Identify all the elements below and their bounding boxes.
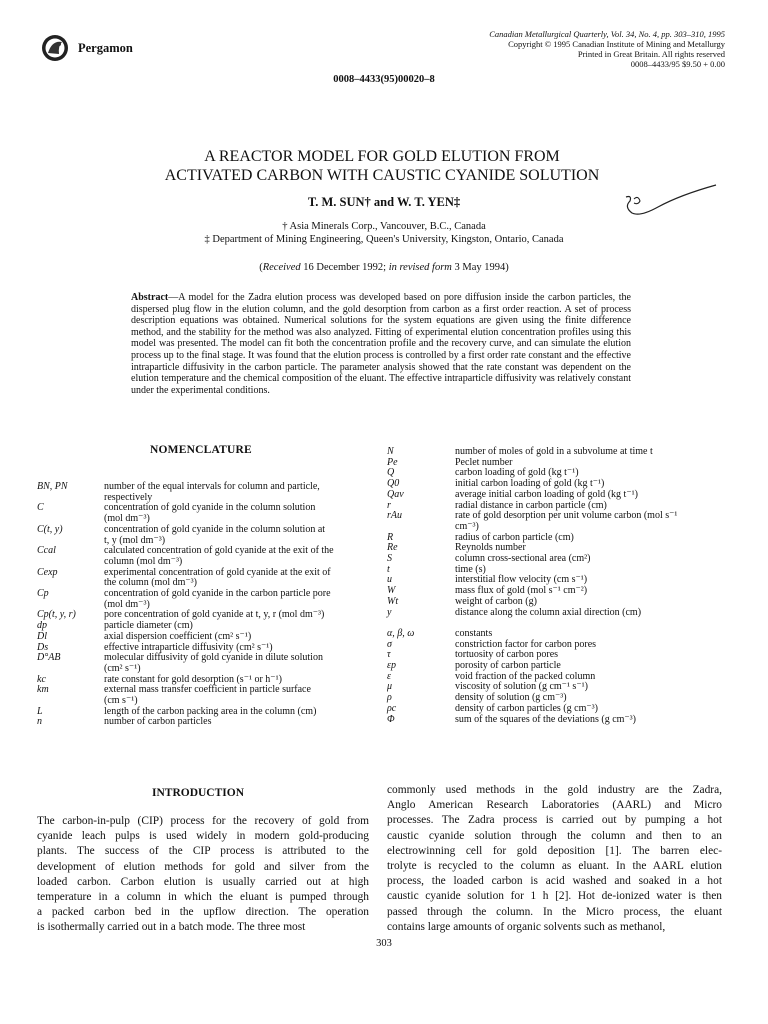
nomenclature-symbol: Φ [387, 713, 395, 725]
nomenclature-symbol: BN, PN [37, 481, 68, 492]
definition-line: interstitial flow velocity (cm s⁻¹) [455, 574, 588, 586]
nomenclature-entry [37, 653, 369, 674]
nomenclature-symbol: Cexp [37, 566, 58, 578]
nomenclature-symbol: μ [387, 681, 393, 693]
definition-line: rate constant for gold desorption (s⁻¹ or h⁻¹) [104, 673, 282, 685]
nomenclature-symbol: dp [37, 620, 47, 632]
definition-line: cm⁻³) [455, 520, 479, 532]
abstract-text: —A model for the Zadra elution process was developed based on pore diffusion inside the carbon particles, the dispersed plug flow in the elution column, and the gold desorption from carbon as a first order reaction. A set of process description equations was obtained. Numerical solutions for the system equations are given using the finite difference method, and the stability for the method was also analyzed. Fitting of experimental elution concentration profiles using this model was presented. The model can fit both the concentration profile and the recovery curve, and can simulate the elution process up to the final stage. It was found that the elution process is controlled by a first order rate constant and the effective intraparticle diffusivity in the carbon particle. The parameter analysis showed that the rate constant was dependent on the elution temperature and the chemical composition of the eluant. The effective intraparticle diffusivity was relatively constant under the experimental conditions. [131, 292, 631, 396]
nomenclature-entry [387, 608, 732, 619]
nomenclature-definition [455, 715, 732, 726]
affiliations [0, 220, 768, 246]
nomenclature-definition [455, 704, 732, 715]
nomenclature-symbol: ρ [387, 692, 392, 704]
text-line: development of elution methods for gold and silver from the [37, 860, 369, 873]
nomenclature-entry [37, 589, 369, 610]
definition-line: rate of gold desorption per unit volume carbon (mol s⁻¹ [455, 510, 678, 522]
text-line: loaded carbon. Carbon elution is usually carried out at high [37, 875, 369, 888]
text-line: caustic cyanide solution for 1 h [2]. Hot de-ionized water is then [387, 890, 722, 903]
nomenclature-symbol: ρc [387, 702, 397, 714]
abstract-label: Abstract [131, 292, 169, 303]
nomenclature-symbol: τ [387, 649, 391, 661]
received-date: 16 December 1992 [303, 262, 384, 273]
definition-line: external mass transfer coefficient in particle surface [104, 684, 311, 696]
text-line: electrowinning cell for gold deposition [1]. The barren elec- [387, 844, 722, 857]
definition-line: experimental concentration of gold cyanide at the exit of [104, 566, 331, 578]
nomenclature-definition [455, 554, 732, 565]
nomenclature-symbol: y [387, 606, 392, 618]
nomenclature-entry [387, 447, 732, 458]
definition-line [455, 618, 732, 629]
nomenclature-symbol: σ [387, 638, 392, 650]
nomenclature-entry [37, 482, 369, 503]
definition-line: carbon loading of gold (kg t⁻¹) [455, 467, 579, 479]
nomenclature-heading: NOMENCLATURE [150, 444, 252, 456]
text-line: Anglo American Research Laboratories (AARL) and Micro [387, 799, 722, 812]
nomenclature-symbol: Pe [387, 456, 398, 468]
nomenclature-symbol: D°AB [37, 652, 61, 664]
nomenclature-entry [387, 618, 732, 629]
nomenclature-entry [387, 640, 732, 651]
definition-line: tortuosity of carbon pores [455, 649, 559, 661]
nomenclature-symbol: t [387, 563, 390, 575]
nomenclature-definition [455, 511, 732, 532]
definition-line: density of carbon particles (g cm⁻³) [455, 702, 598, 714]
definition-line: pore concentration of gold cyanide at t, y, r (mol dm⁻³) [104, 609, 325, 621]
publisher-name: Pergamon [78, 41, 133, 55]
nomenclature-entry [387, 511, 732, 532]
nomenclature-definition [104, 717, 369, 728]
nomenclature-right [387, 447, 732, 725]
revised-label: in revised form [388, 262, 452, 273]
nomenclature-definition [104, 525, 369, 546]
definition-line: weight of carbon (g) [455, 595, 537, 607]
nomenclature-symbol: u [387, 574, 392, 586]
text-line: cyanide leach pulps is used widely in modern gold-producing [37, 830, 369, 843]
nomenclature-symbol: n [37, 716, 42, 728]
nomenclature-entry [387, 586, 732, 597]
definition-line: length of the carbon packing area in the column (cm) [104, 705, 317, 717]
definition-line: concentration of gold cyanide in the carbon particle pore [104, 588, 331, 600]
nomenclature-symbol: S [387, 553, 392, 565]
definition-line: molecular diffusivity of gold cyanide in dilute solution [104, 652, 323, 664]
nomenclature-entry [37, 685, 369, 706]
nomenclature-symbol: ε [387, 670, 391, 682]
page-number: 303 [376, 938, 392, 949]
nomenclature-symbol: Dl [37, 630, 47, 642]
nomenclature-symbol: L [37, 705, 43, 717]
nomenclature-entry [37, 632, 369, 643]
definition-line: the column (mol dm⁻³) [104, 577, 197, 589]
text-line: passed through the column. In the Micro process, the eluant [387, 905, 722, 918]
nomenclature-entry [37, 503, 369, 524]
definition-line: (cm s⁻¹) [104, 695, 138, 707]
text-line: a packed carbon bed in the upflow direction. The operation [37, 906, 369, 919]
affiliation-line: † Asia Minerals Corp., Vancouver, B.C., Canada [282, 221, 486, 232]
nomenclature-definition [104, 685, 369, 706]
nomenclature-definition [455, 490, 732, 501]
nomenclature-entry [37, 568, 369, 589]
nomenclature-symbol: Cp(t, y, r) [37, 609, 76, 621]
nomenclature-symbol: Q [387, 467, 395, 479]
definition-line: concentration of gold cyanide in the column solution at [104, 523, 326, 535]
definition-line: effective intraparticle diffusivity (cm² s⁻¹) [104, 641, 273, 653]
definition-line: time (s) [455, 563, 486, 575]
definition-line: average initial carbon loading of gold (kg t⁻¹) [455, 488, 638, 500]
nomenclature-symbol: r [387, 499, 391, 511]
definition-line: density of solution (g cm⁻³) [455, 692, 567, 704]
nomenclature-entry [387, 554, 732, 565]
nomenclature-symbol: C(t, y) [37, 523, 63, 535]
definition-line: distance along the column axial direction (cm) [455, 606, 642, 618]
definition-line: concentration of gold cyanide in the column solution [104, 502, 316, 514]
definition-line: number of moles of gold in a subvolume at time t [455, 446, 653, 457]
definition-line: respectively [104, 491, 153, 503]
nomenclature-definition [104, 546, 369, 567]
definition-line: (mol dm⁻³) [104, 598, 150, 610]
definition-line: sum of the squares of the deviations (g cm⁻³) [455, 713, 637, 725]
nomenclature-entry [387, 490, 732, 501]
nomenclature-symbol: W [387, 585, 396, 597]
definition-line: column cross-sectional area (cm²) [455, 553, 591, 565]
definition-line: t, y (mol dm⁻³) [104, 534, 166, 546]
journal-citation: Canadian Metallurgical Quarterly, Vol. 34, No. 4, pp. 303–310, 1995 [489, 29, 725, 39]
nomenclature-symbol: rAu [387, 510, 402, 522]
introduction-column-left [37, 814, 369, 936]
definition-line: radial distance in carbon particle (cm) [455, 499, 607, 511]
definition-line: number of the equal intervals for column and particle, [104, 481, 320, 492]
definition-line: axial dispersion coefficient (cm² s⁻¹) [104, 630, 252, 642]
nomenclature-entry [387, 597, 732, 608]
doi-code: 0008–4433(95)00020–8 [333, 74, 435, 85]
nomenclature-entry [387, 704, 732, 715]
definition-line: constants [455, 627, 493, 639]
nomenclature-definition [455, 618, 732, 629]
nomenclature-definition [104, 568, 369, 589]
nomenclature-symbol: Ccal [37, 545, 56, 557]
nomenclature-symbol: Wt [387, 595, 399, 607]
text-line: plants. The success of the CIP process is attributed to the [37, 845, 369, 858]
text-line: is isothermally carried out in a batch mode. The three most [37, 921, 306, 934]
nomenclature-entry [387, 533, 732, 544]
text-line: process, the loaded carbon is acid washed and soaked in a hot [387, 875, 722, 888]
nomenclature-symbol: km [37, 684, 49, 696]
definition-line: (mol dm⁻³) [104, 513, 150, 525]
definition-line: porosity of carbon particle [455, 660, 561, 672]
introduction-column-right [387, 783, 722, 935]
received-label: Received [262, 262, 301, 273]
definition-line: void fraction of the packed column [455, 670, 596, 682]
copyright-line: Copyright © 1995 Canadian Institute of Mining and Metallurgy [508, 39, 725, 49]
text-line: trolyte is recycled to the column as eluant. In the AARL elution [387, 860, 722, 873]
nomenclature-definition [104, 632, 369, 643]
text-line: The carbon-in-pulp (CIP) process for the recovery of gold from [37, 815, 369, 827]
definition-line: (cm² s⁻¹) [104, 662, 141, 674]
introduction-heading: INTRODUCTION [152, 787, 245, 799]
nomenclature-entry [37, 717, 369, 728]
definition-line: constriction factor for carbon pores [455, 638, 597, 650]
definition-line: column (mol dm⁻³) [104, 555, 183, 567]
affiliation-line: ‡ Department of Mining Engineering, Queen's University, Kingston, Ontario, Canada [204, 234, 564, 245]
definition-line: Peclet number [455, 456, 513, 468]
nomenclature-symbol: Q0 [387, 478, 400, 490]
nomenclature-definition [455, 608, 732, 619]
definition-line: mass flux of gold (mol s⁻¹ cm⁻²) [455, 585, 588, 597]
text-line: commonly used methods in the gold industry are the Zadra, [387, 784, 722, 796]
nomenclature-symbol: C [37, 502, 44, 514]
nomenclature-symbol: Qav [387, 488, 404, 500]
title-line: ACTIVATED CARBON WITH CAUSTIC CYANIDE SOLUTION [164, 167, 600, 184]
text-line: processes. The Zadra process is carried out by pumping a hot [387, 814, 722, 827]
revised-date: 3 May 1994 [454, 262, 506, 273]
nomenclature-definition [104, 589, 369, 610]
pergamon-logo-icon [38, 33, 74, 63]
nomenclature-symbol: Ds [37, 641, 49, 653]
nomenclature-definition [104, 503, 369, 524]
nomenclature-symbol: N [387, 446, 394, 457]
handwritten-annotation-icon [618, 183, 718, 221]
nomenclature-symbol: εp [387, 660, 396, 672]
text-line: caustic cyanide solution through the column and then to an [387, 829, 722, 842]
definition-line: initial carbon loading of gold (kg t⁻¹) [455, 478, 605, 490]
printed-line: Printed in Great Britain. All rights reserved [577, 49, 725, 59]
nomenclature-symbol: Re [387, 542, 398, 554]
authors: T. M. SUN† and W. T. YEN‡ [307, 195, 461, 209]
definition-line: number of carbon particles [104, 716, 212, 728]
definition-line: viscosity of solution (g cm⁻¹ s⁻¹) [455, 681, 588, 693]
nomenclature-definition [104, 482, 369, 503]
nomenclature-symbol: kc [37, 673, 46, 685]
nomenclature-left [37, 482, 369, 728]
journal-reference [425, 29, 725, 69]
nomenclature-entry [387, 715, 732, 726]
nomenclature-symbol: R [387, 531, 394, 543]
nomenclature-entry [37, 525, 369, 546]
text-line: contains large amounts of organic solvents such as methanol, [387, 920, 666, 933]
definition-line: radius of carbon particle (cm) [455, 531, 574, 543]
definition-line: calculated concentration of gold cyanide at the exit of the [104, 545, 334, 557]
received-dates: (Received 16 December 1992; in revised form 3 May 1994) [259, 262, 509, 273]
nomenclature-entry [37, 546, 369, 567]
nomenclature-symbol: α, β, ω [387, 627, 415, 639]
abstract [131, 292, 631, 396]
paper-title [80, 147, 684, 185]
nomenclature-symbol: Cp [37, 588, 49, 600]
nomenclature-definition [455, 597, 732, 608]
title-line: A REACTOR MODEL FOR GOLD ELUTION FROM [204, 148, 560, 165]
definition-line: particle diameter (cm) [104, 620, 193, 632]
definition-line: Reynolds number [455, 542, 526, 554]
nomenclature-entry [37, 610, 369, 621]
nomenclature-definition [104, 653, 369, 674]
price-code: 0008–4433/95 $9.50 + 0.00 [630, 59, 725, 69]
text-line: temperature in a column in which the eluant is pumped through [37, 891, 369, 904]
